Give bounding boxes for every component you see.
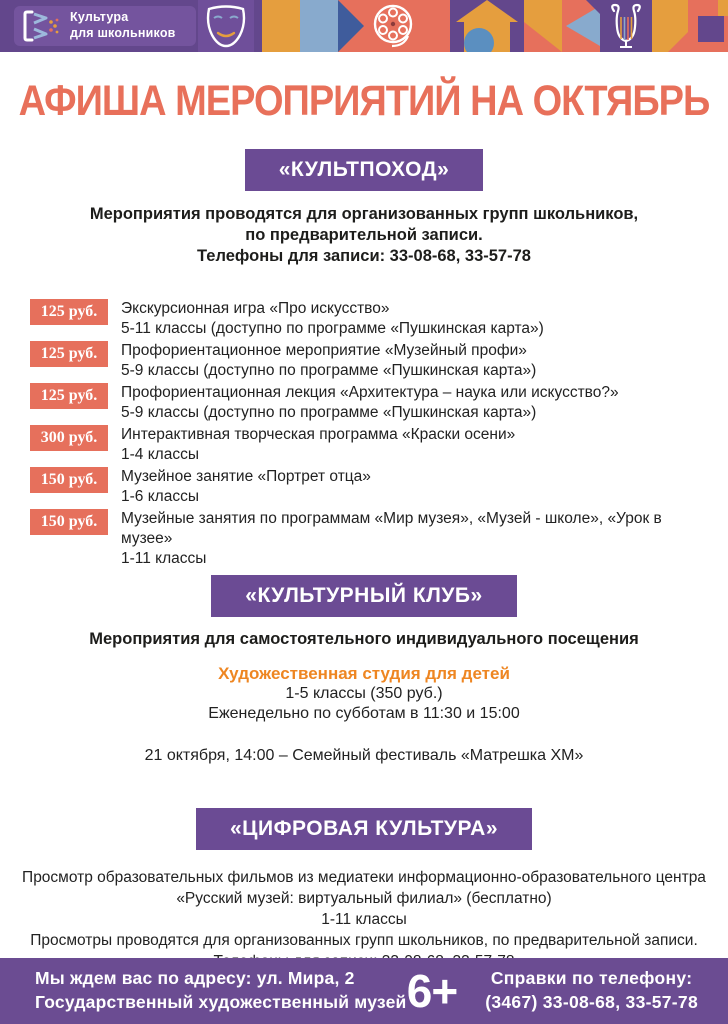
event-details: 1-4 классы [121,446,199,463]
event-text [121,509,708,569]
band-tile-right-end [688,0,728,52]
footer-bar [0,958,728,1024]
lyre-icon [606,3,646,49]
digital-text [0,867,728,972]
digital-line: Просмотр образовательных фильмов из медиатеки информационно-образовательного центра [22,869,706,886]
studio-classes: 1-5 классы (350 руб.) [285,685,443,702]
event-details: 5-11 классы (доступно по программе «Пушкинская карта») [121,320,544,337]
event-details: 1-6 классы [121,488,199,505]
price-badge: 300 руб. [30,425,108,451]
age-rating-badge: 6+ [406,965,458,1017]
band-tile-lyre [600,0,652,52]
event-row [30,467,708,507]
studio-title: Художественная студия для детей [218,664,510,683]
event-row [30,299,708,339]
address-line: Государственный художественный музей [35,992,407,1012]
square-shape [718,0,728,16]
event-title: Музейные занятия по программам «Мир музея», «Музей - школе», «Урок в музее» [121,510,662,547]
logo-line2: для школьников [70,26,176,40]
logo-panel [14,6,196,46]
band-tile-house [450,0,524,52]
event-text [121,383,619,423]
open-book-logo-icon [22,10,62,42]
triangle-shape [338,0,364,52]
intro-line: Мероприятия проводятся для организованных групп школьников, [89,205,639,223]
film-reel-icon [370,2,416,52]
event-title: Экскурсионная игра «Про искусство» [121,300,390,317]
section-badge-digital: «ЦИФРОВАЯ КУЛЬТУРА» [196,808,532,850]
event-title: Музейное занятие «Портрет отца» [121,468,371,485]
section-badge-kultpohod: «КУЛЬТПОХОД» [245,149,484,191]
event-text [121,341,536,381]
triangle-shape [586,0,600,14]
events-list [30,299,708,569]
event-text [121,467,371,507]
digital-line: «Русский музей: виртуальный филиал» (бесплатно) [176,890,552,907]
band-tile-coral-2 [562,0,600,52]
footer-address [35,967,406,1014]
phone-numbers: (3467) 33-08-68, 33-57-78 [485,992,698,1012]
event-details: 5-9 классы (доступно по программе «Пушкинская карта») [121,362,537,379]
phone-caption: Справки по телефону: [490,968,693,989]
intro-line: по предварительной записи. [245,226,483,244]
event-title: Профориентационная лекция «Архитектура – наука или искусство?» [121,384,619,401]
club-intro: Мероприятия для самостоятельного индивидуального посещения [89,630,639,648]
header-band [0,0,728,52]
event-title: Профориентационное мероприятие «Музейный профи» [121,342,527,359]
price-badge: 125 руб. [30,383,108,409]
digital-line: 1-11 классы [321,911,407,928]
event-details: 5-9 классы (доступно по программе «Пушкинская карта») [121,404,537,421]
circle-shape [464,28,494,52]
event-row [30,383,708,423]
price-badge: 150 руб. [30,467,108,493]
event-details: 1-11 классы [121,550,207,567]
studio-schedule: Еженедельно по субботам в 11:30 и 15:00 [208,705,520,722]
footer-phones [485,967,698,1014]
price-badge: 125 руб. [30,299,108,325]
kultpohod-intro [0,204,728,267]
page-title: АФИША МЕРОПРИЯТИЙ НА ОКТЯБРЬ [18,78,710,126]
band-tile-reel [338,0,450,52]
section-badge-kulturny-klub: «КУЛЬТУРНЫЙ КЛУБ» [211,575,516,617]
band-stripe-orange-3 [652,0,688,52]
mask-tile [198,0,254,52]
address-line: Мы ждем вас по адресу: ул. Мира, 2 [35,968,355,989]
price-badge: 150 руб. [30,509,108,535]
event-title: Интерактивная творческая программа «Краски осени» [121,426,516,443]
theater-mask-icon [204,3,248,49]
event-text [121,425,515,465]
event-row [30,509,708,569]
festival-line: 21 октября, 14:00 – Семейный фестиваль «Матрешка ХМ» [144,747,584,764]
logo-text [70,10,176,41]
event-row [30,425,708,465]
event-row [30,341,708,381]
logo-line1: Культура [70,10,129,25]
triangle-shape [456,0,518,22]
triangle-shape [524,22,562,52]
band-tile-orange-2 [524,0,562,52]
band-stripe-blue-1 [300,0,338,52]
triangle-shape [668,32,688,52]
square-shape [698,16,724,42]
intro-line: Телефоны для записи: 33-08-68, 33-57-78 [197,247,531,265]
price-badge: 125 руб. [30,341,108,367]
band-stripe-orange-1 [262,0,300,52]
digital-line: Просмотры проводятся для организованных групп школьников, по предварительной записи. [30,932,698,949]
event-text [121,299,544,339]
